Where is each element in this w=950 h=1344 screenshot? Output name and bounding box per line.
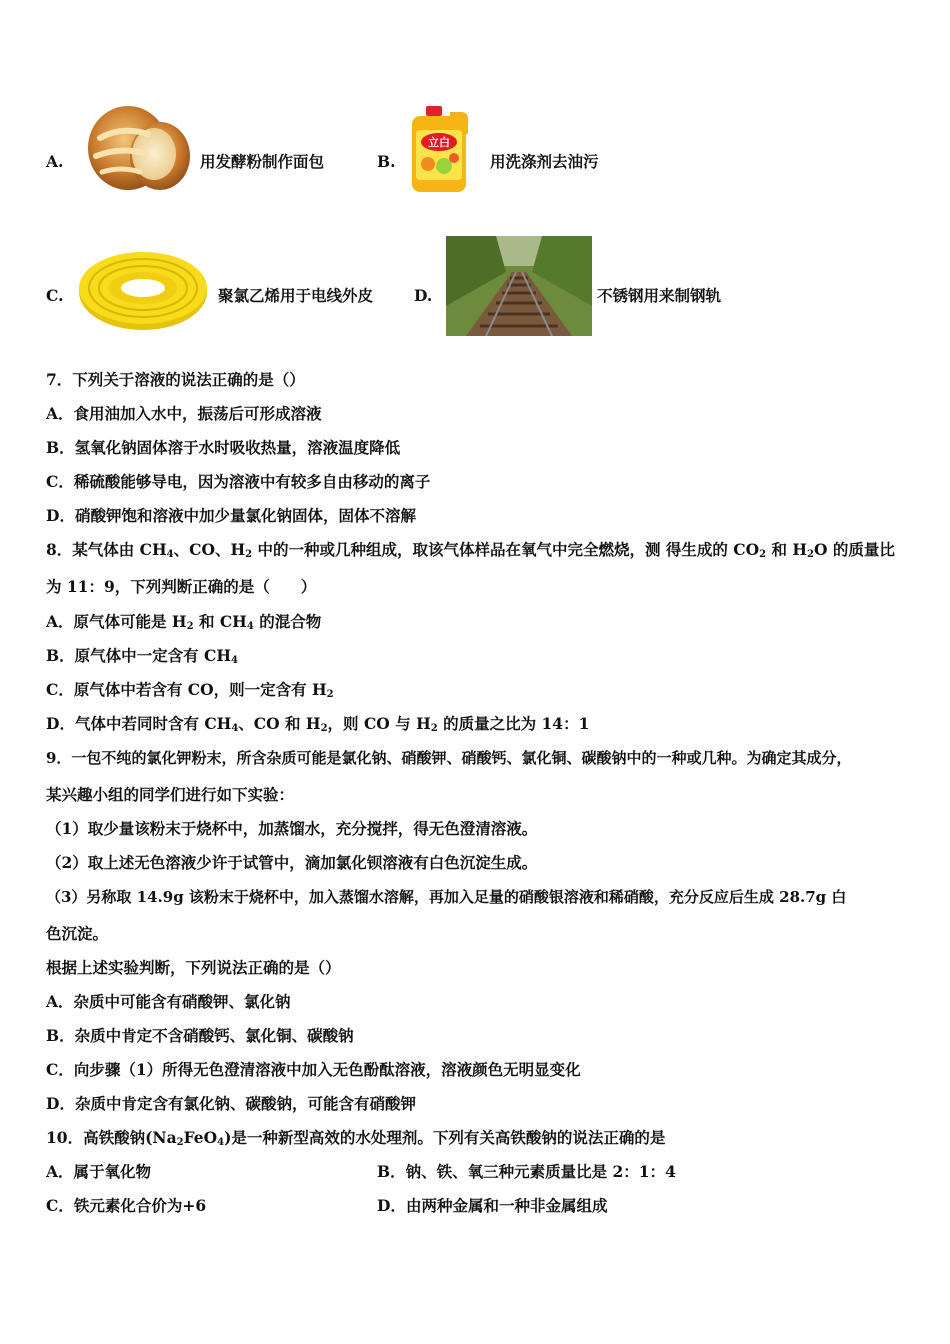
q9-step3-line2: 色沉淀。 (46, 924, 109, 943)
q9-option-d: D．杂质中肯定含有氯化钠、碳酸钠，可能含有硝酸钾 (46, 1094, 416, 1113)
wire-coil-image (74, 240, 212, 336)
q10-option-b: B．钠、铁、氧三种元素质量比是 2：1：4 (377, 1162, 676, 1181)
q6-option-b-text: 用洗涤剂去油污 (490, 152, 599, 171)
q6-option-c-text: 聚氯乙烯用于电线外皮 (218, 286, 374, 305)
q7-option-c: C．稀硫酸能够导电，因为溶液中有较多自由移动的离子 (46, 472, 431, 491)
q7-stem: 7．下列关于溶液的说法正确的是（） (46, 370, 305, 389)
q9-option-a: A．杂质中可能含有硝酸钾、氯化钠 (46, 992, 291, 1011)
q8-option-d: D．气体中若同时含有 $CH_4$、CO 和 $H_2$，则 CO 与 $H_2$ 的质量之比为 14：1 (46, 714, 590, 734)
bottle-brand-text: 立白 (428, 136, 450, 149)
railway-track-image (446, 236, 592, 336)
q7-option-b: B．氢氧化钠固体溶于水时吸收热量，溶液温度降低 (46, 438, 401, 457)
q9-stem-line1: 9．一包不纯的氯化钾粉末，所含杂质可能是氯化钠、硝酸钾、硝酸钙、氯化铜、碳酸钠中的一种或几种。为确定其成分， (46, 749, 852, 767)
q10-option-d: D．由两种金属和一种非金属组成 (377, 1196, 608, 1215)
q10-option-a: A．属于氧化物 (46, 1162, 152, 1181)
q9-option-b: B．杂质中肯定不含硝酸钙、氯化铜、碳酸钠 (46, 1026, 354, 1045)
q8-stem-line2: 为 11：9，下列判断正确的是（ ） (46, 577, 317, 596)
q6-option-b-label: B. (377, 152, 396, 171)
q6-option-a-label: A. (46, 152, 64, 171)
q10-stem: 10．高铁酸钠$(Na_2FeO_4)$是一种新型高效的水处理剂。下列有关高铁酸钠的说法正确的是 (46, 1128, 666, 1148)
q9-stem-line2: 某兴趣小组的同学们进行如下实验： (46, 785, 295, 804)
q9-step1: （1）取少量该粉末于烧杯中，加蒸馏水，充分搅拌，得无色澄清溶液。 (46, 819, 538, 838)
q7-option-a: A．食用油加入水中，振荡后可形成溶液 (46, 404, 322, 423)
q6-option-a-text: 用发酵粉制作面包 (200, 152, 325, 171)
q9-step3-line1: （3）另称取 14.9g 该粉末于烧杯中，加入蒸馏水溶解，再加入足量的硝酸银溶液和稀硝酸，充分反应后生成 28.7g 白 (46, 888, 847, 906)
bread-image (82, 98, 194, 196)
q9-question: 根据上述实验判断，下列说法正确的是（） (46, 958, 341, 977)
q10-option-c: C．铁元素化合价为+6 (46, 1196, 207, 1215)
detergent-bottle-image (404, 104, 474, 196)
q7-option-d: D．硝酸钾饱和溶液中加少量氯化钠固体，固体不溶解 (46, 506, 416, 525)
q8-option-c: C．原气体中若含有 CO，则一定含有 $H_2$ (46, 680, 334, 700)
q6-option-c-label: C. (46, 286, 64, 305)
q6-option-d-label: D. (414, 286, 433, 305)
q8-option-b: B．原气体中一定含有 $CH_4$ (46, 646, 238, 666)
q8-option-a: A．原气体可能是 $H_2$ 和 $CH_4$ 的混合物 (46, 612, 322, 632)
q6-option-d-text: 不锈钢用来制钢轨 (597, 286, 722, 305)
q9-step2: （2）取上述无色溶液少许于试管中，滴加氯化钡溶液有白色沉淀生成。 (46, 853, 538, 872)
q8-stem-line1: 8．某气体由 $CH_4$、CO、$H_2$ 中的一种或几种组成，取该气体样品在氧气中完全燃烧，测 得生成的 $CO_2$ 和 $H_2O$ 的质量比 (46, 540, 895, 560)
q9-option-c: C．向步骤（1）所得无色澄清溶液中加入无色酚酞溶液，溶液颜色无明显变化 (46, 1060, 581, 1079)
